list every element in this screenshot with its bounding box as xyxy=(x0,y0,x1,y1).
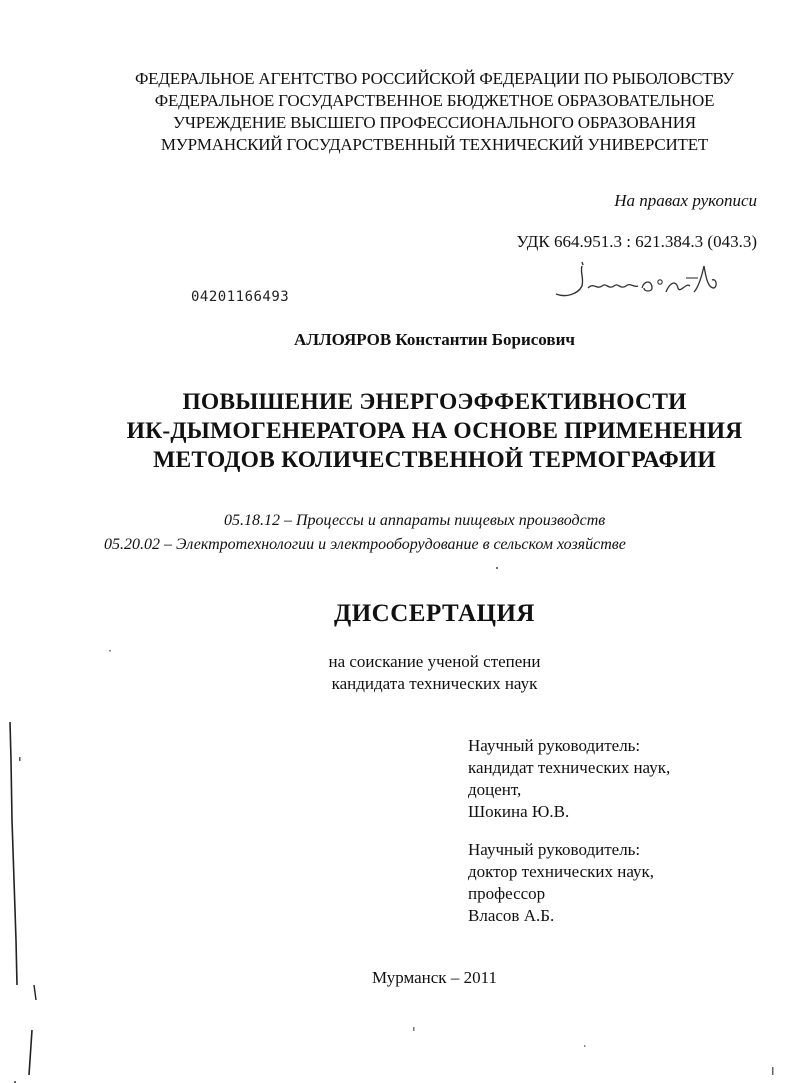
title-line-2: ИК-ДЫМОГЕНЕРАТОРА НА ОСНОВЕ ПРИМЕНЕНИЯ xyxy=(126,418,743,444)
title-line-3: МЕТОДОВ КОЛИЧЕСТВЕННОЙ ТЕРМОГРАФИИ xyxy=(153,447,716,473)
title-line-1: ПОВЫШЕНИЕ ЭНЕРГОЭФФЕКТИВНОСТИ xyxy=(182,389,687,415)
document-type-heading: ДИССЕРТАЦИЯ xyxy=(334,600,535,627)
manuscript-note: На правах рукописи xyxy=(614,191,757,210)
supervisor-degree: доктор технических наук, xyxy=(468,862,655,881)
org-line-agency: ФЕДЕРАЛЬНОЕ АГЕНТСТВО РОССИЙСКОЙ ФЕДЕРАЦИИ ПО РЫБОЛОВСТВУ xyxy=(134,69,735,88)
org-line-university: МУРМАНСКИЙ ГОСУДАРСТВЕННЫЙ ТЕХНИЧЕСКИЙ УНИВЕРСИТЕТ xyxy=(160,135,709,154)
handwritten-signature xyxy=(548,258,724,308)
supervisor-title: доцент, xyxy=(468,780,522,799)
supervisor-name: Власов А.Б. xyxy=(468,906,555,925)
supervisor-degree: кандидат технических наук, xyxy=(468,758,671,777)
registration-stamp-number: 04201166493 xyxy=(191,289,290,305)
udk-code: УДК 664.951.3 : 621.384.3 (043.3) xyxy=(516,232,757,251)
specialty-food-production: 05.18.12 – Процессы и аппараты пищевых производств xyxy=(224,512,606,529)
author-name: АЛЛОЯРОВ Константин Борисович xyxy=(294,330,575,349)
supervisor-name: Шокина Ю.В. xyxy=(468,802,570,821)
supervisor-role: Научный руководитель: xyxy=(468,840,641,859)
supervisor-block-1 xyxy=(468,735,670,823)
city-year-footer: Мурманск – 2011 xyxy=(372,968,497,987)
supervisor-role: Научный руководитель: xyxy=(468,736,641,755)
degree-line-1: на соискание ученой степени xyxy=(328,652,541,671)
supervisor-block-2 xyxy=(468,839,654,927)
org-line-institution-type: ФЕДЕРАЛЬНОЕ ГОСУДАРСТВЕННОЕ БЮДЖЕТНОЕ ОБРАЗОВАТЕЛЬНОЕ xyxy=(154,91,715,110)
degree-line-2: кандидата технических наук xyxy=(331,674,538,693)
org-line-institution-level: УЧРЕЖДЕНИЕ ВЫСШЕГО ПРОФЕССИОНАЛЬНОГО ОБРАЗОВАНИЯ xyxy=(173,113,696,132)
specialty-agriculture-electrotech: 05.20.02 – Электротехнологии и электрооборудование в сельском хозяйстве xyxy=(104,536,626,553)
supervisor-title: профессор xyxy=(468,884,546,903)
